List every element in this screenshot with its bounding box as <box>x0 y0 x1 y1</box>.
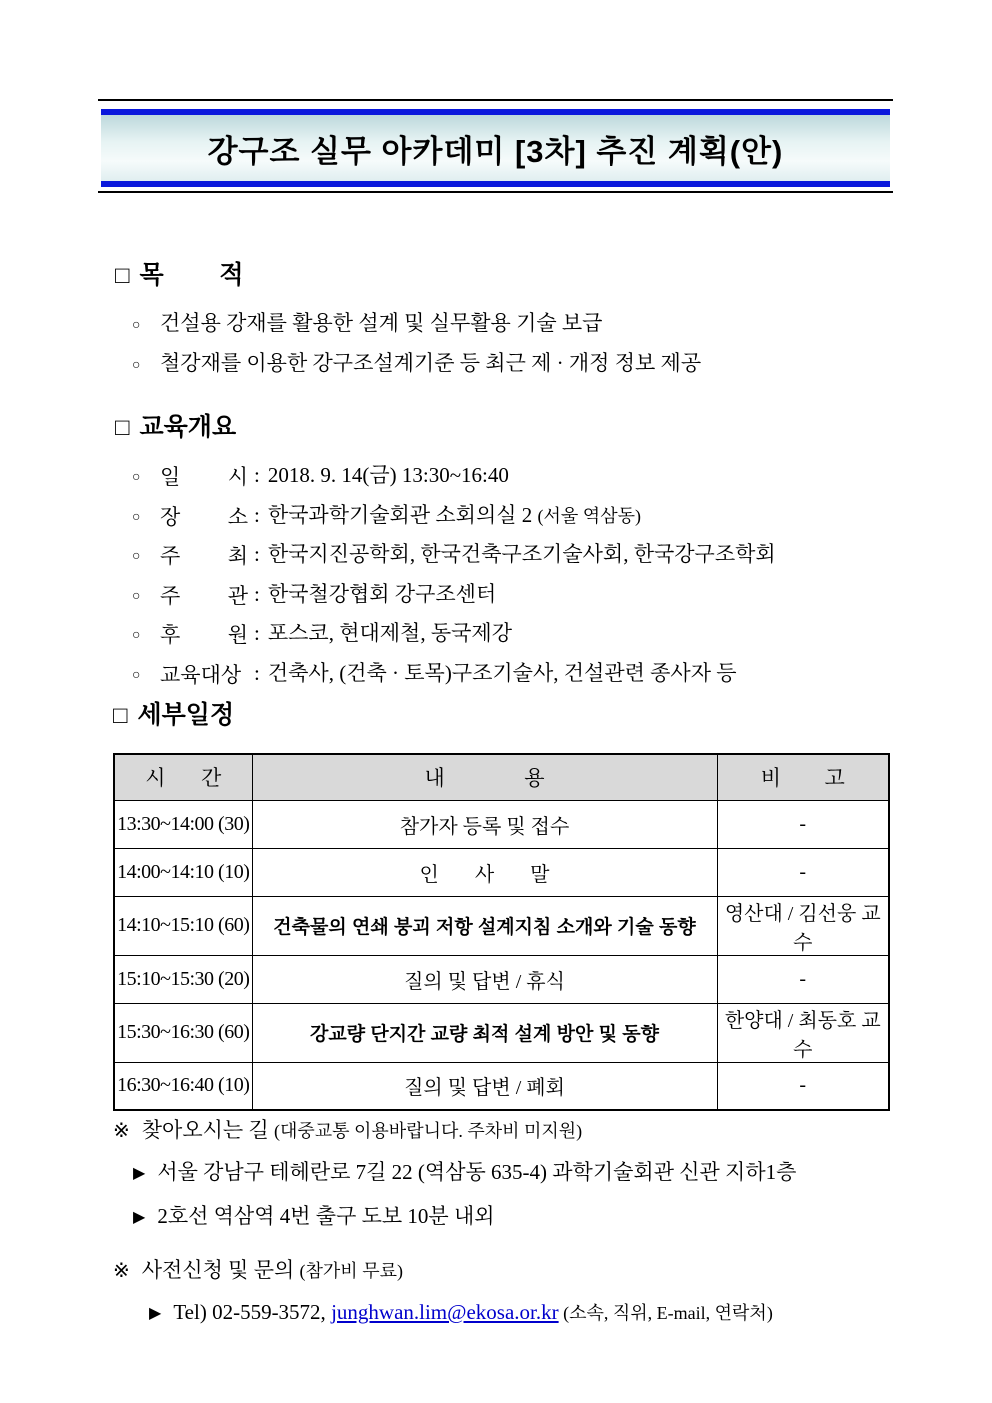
note-title: 찾아오시는 길 <box>141 1118 269 1142</box>
note-item <box>133 1151 796 1195</box>
note-heading <box>113 1250 773 1291</box>
cell-content: 강교량 단지간 교량 최적 설계 방안 및 동향 <box>252 1003 717 1062</box>
overview-row: ○ 장 소 : 한국과학기술회관 소회의실 2 (서울 역삼동) <box>115 497 776 537</box>
overview-heading <box>115 412 776 443</box>
note-directions <box>113 1110 796 1239</box>
circle-bullet-icon: ○ <box>132 549 141 564</box>
cell-time: 16:30~16:40 (10) <box>114 1062 252 1110</box>
note-title-note: (참가비 무료) <box>299 1261 403 1281</box>
phone-number: Tel) 02-559-3572, <box>173 1300 332 1324</box>
reference-mark-icon: ※ <box>113 1260 130 1282</box>
note-registration <box>113 1250 773 1335</box>
square-bullet-icon: □ <box>115 414 130 441</box>
overview-row-label: 주 최 <box>160 544 248 568</box>
schedule-row <box>114 800 889 848</box>
purpose-item-text: 철강재를 이용한 강구조설계기준 등 최근 제 · 개정 정보 제공 <box>160 350 702 375</box>
cell-content: 질의 및 답변 / 휴식 <box>252 955 717 1003</box>
note-item <box>133 1195 796 1239</box>
contact-fields-note: (소속, 직위, E-mail, 연락처) <box>558 1303 773 1323</box>
col-header-remark: 비 고 <box>717 754 889 800</box>
circle-bullet-icon: ○ <box>132 628 141 643</box>
overview-row: ○ 주 관 : 한국철강협회 강구조센터 <box>115 576 776 616</box>
overview-row: ○ 일 시 : 2018. 9. 14(금) 13:30~16:40 <box>115 457 776 497</box>
cell-content: 건축물의 연쇄 붕괴 저항 설계지침 소개와 기술 동향 <box>252 896 717 955</box>
cell-time: 14:10~15:10 (60) <box>114 896 252 955</box>
triangle-bullet-icon: ▶ <box>133 1209 146 1226</box>
overview-row: ○ 교육대상 : 건축사, (건축 · 토목)구조기술사, 건설관련 종사자 등 <box>115 655 776 695</box>
circle-bullet-icon: ○ <box>132 588 141 604</box>
cell-remark: - <box>717 848 889 896</box>
note-title-note: (대중교통 이용바랍니다. 주차비 미지원) <box>273 1121 583 1141</box>
cell-remark: - <box>717 800 889 848</box>
square-bullet-icon: □ <box>113 702 128 729</box>
circle-bullet-icon: ○ <box>132 357 141 373</box>
schedule-header-row <box>114 754 889 800</box>
section-purpose <box>115 260 701 384</box>
col-header-time: 시 간 <box>114 754 252 800</box>
overview-row-label: 후 원 <box>160 623 248 647</box>
note-heading <box>113 1110 796 1151</box>
overview-row-label: 장 소 <box>160 504 248 529</box>
purpose-item-text: 건설용 강재를 활용한 설계 및 실무활용 기술 보급 <box>160 311 603 335</box>
page-title: 강구조 실무 아카데미 [3차] 추진 계획(안) <box>207 133 784 169</box>
schedule-row <box>114 896 889 955</box>
contact-line <box>149 1291 773 1335</box>
overview-row-value: 건축사, (건축 · 토목)구조기술사, 건설관련 종사자 등 <box>267 660 737 685</box>
email-link[interactable]: junghwan.lim@ekosa.or.kr <box>331 1300 559 1324</box>
col-header-content: 내 용 <box>252 754 717 800</box>
overview-row: ○ 후 원 : 포스코, 현대제철, 동국제강 <box>115 615 776 655</box>
purpose-item <box>115 305 701 345</box>
section-overview <box>115 412 776 694</box>
circle-bullet-icon: ○ <box>132 470 141 485</box>
banner-top-rule <box>98 99 893 101</box>
schedule-table <box>113 753 890 1111</box>
cell-time: 14:00~14:10 (10) <box>114 848 252 896</box>
cell-content: 질의 및 답변 / 폐회 <box>252 1062 717 1110</box>
banner-background <box>101 115 890 181</box>
purpose-heading-label: 목 적 <box>139 261 244 289</box>
square-bullet-icon: □ <box>115 262 130 289</box>
schedule-row <box>114 1003 889 1062</box>
circle-bullet-icon: ○ <box>132 318 141 333</box>
overview-row-label: 일 시 <box>160 465 248 489</box>
triangle-bullet-icon: ▶ <box>149 1305 162 1322</box>
cell-remark: - <box>717 955 889 1003</box>
cell-content: 인 사 말 <box>252 848 717 896</box>
overview-row-value: 2018. 9. 14(금) 13:30~16:40 <box>267 463 509 487</box>
triangle-bullet-icon: ▶ <box>133 1165 146 1182</box>
schedule-heading-label: 세부일정 <box>137 701 235 729</box>
overview-row-value: 포스코, 현대제철, 동국제강 <box>267 621 512 645</box>
purpose-heading <box>115 260 701 291</box>
banner-blue-bar-bottom <box>101 181 890 187</box>
cell-time: 13:30~14:00 (30) <box>114 800 252 848</box>
overview-row-value: 한국지진공학회, 한국건축구조기술사회, 한국강구조학회 <box>267 542 776 566</box>
overview-heading-label: 교육개요 <box>139 413 237 441</box>
overview-row-value: 한국과학기술회관 소회의실 2 <box>267 502 533 527</box>
note-item-text: 2호선 역삼역 4번 출구 도보 10분 내외 <box>157 1204 495 1228</box>
title-banner <box>98 99 893 193</box>
note-item-text: 서울 강남구 테헤란로 7길 22 (역삼동 635-4) 과학기술회관 신관 지하1층 <box>157 1160 797 1184</box>
schedule-row <box>114 1062 889 1110</box>
overview-row-label: 교육대상 <box>160 662 242 687</box>
cell-remark: - <box>717 1062 889 1110</box>
cell-time: 15:30~16:30 (60) <box>114 1003 252 1062</box>
cell-time: 15:10~15:30 (20) <box>114 955 252 1003</box>
overview-row: ○ 주 최 : 한국지진공학회, 한국건축구조기술사회, 한국강구조학회 <box>115 536 776 576</box>
overview-row-note: (서울 역삼동) <box>537 505 641 526</box>
purpose-item <box>115 345 701 385</box>
cell-remark: 한양대 / 최동호 교수 <box>717 1003 889 1062</box>
schedule-row <box>114 955 889 1003</box>
schedule-heading <box>113 700 234 731</box>
banner-bottom-rule <box>98 191 893 193</box>
overview-row-label: 주 관 <box>160 583 248 608</box>
reference-mark-icon: ※ <box>113 1120 130 1142</box>
circle-bullet-icon: ○ <box>132 509 141 525</box>
schedule-row <box>114 848 889 896</box>
circle-bullet-icon: ○ <box>132 667 141 683</box>
cell-remark: 영산대 / 김선웅 교수 <box>717 896 889 955</box>
note-title: 사전신청 및 문의 <box>141 1258 295 1282</box>
cell-content: 참가자 등록 및 접수 <box>252 800 717 848</box>
overview-row-value: 한국철강협회 강구조센터 <box>267 581 497 606</box>
